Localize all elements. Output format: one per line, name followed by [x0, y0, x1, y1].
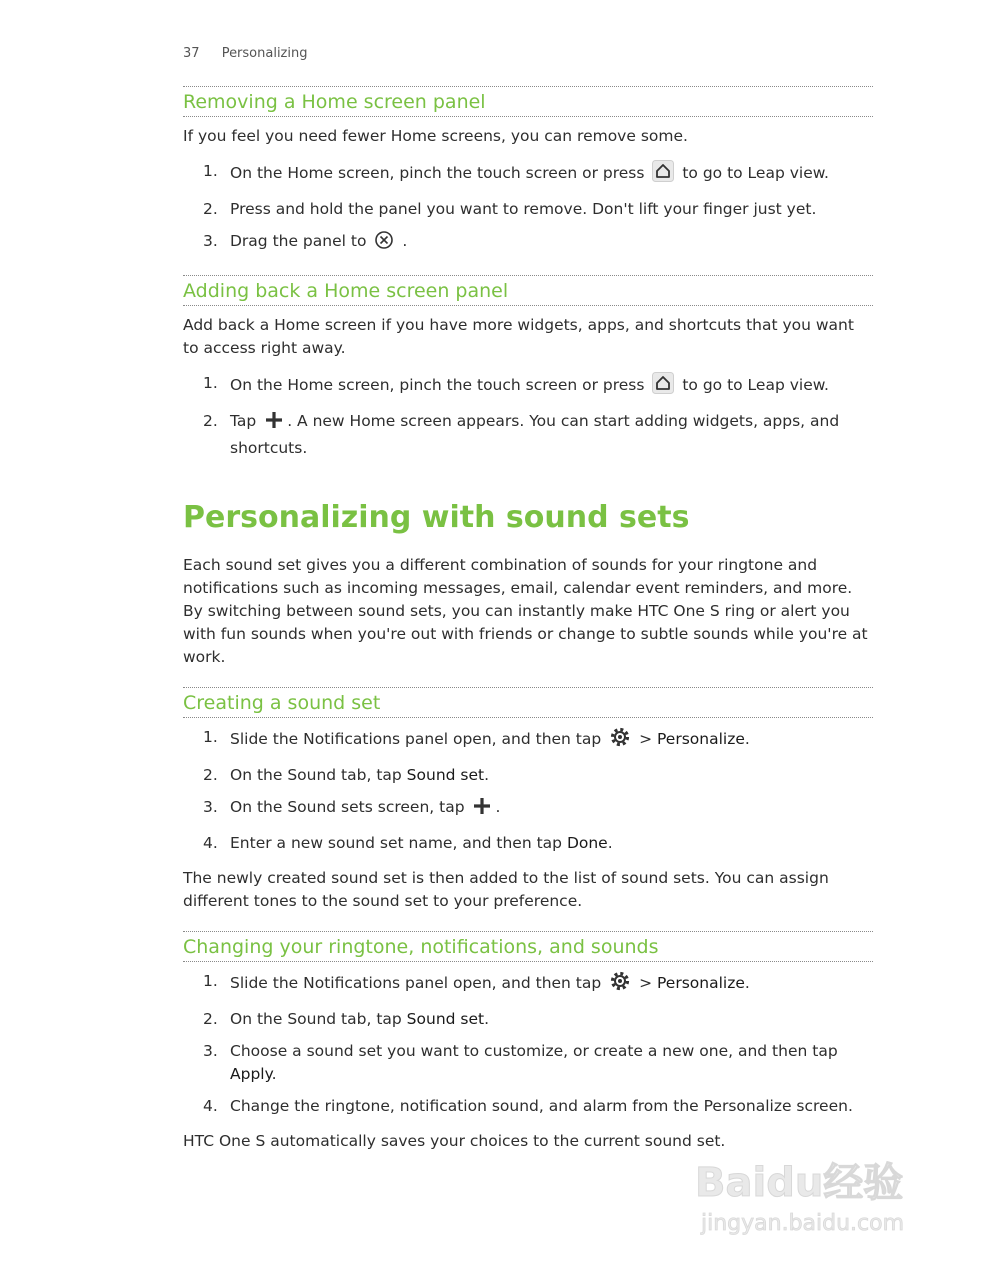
- step-text: to go to Leap view.: [682, 376, 829, 394]
- step-number: 2.: [203, 412, 218, 430]
- settings-gear-icon: [609, 970, 631, 999]
- watermark-url: jingyan.baidu.com: [701, 1211, 905, 1236]
- step-number: 2.: [203, 200, 218, 218]
- step-text: >: [634, 974, 657, 992]
- creating-outro: The newly created sound set is then added to the list of sound sets. You can assign different tones to the sound set to your preference.: [183, 869, 829, 910]
- step-text: On the Sound tab, tap: [230, 766, 407, 784]
- step-number: 1.: [203, 374, 218, 392]
- step-text: Tap: [230, 412, 257, 430]
- watermark-logo-text: Baidu经验: [695, 1160, 904, 1206]
- ui-label: Sound set: [406, 766, 485, 784]
- page-content: [183, 86, 873, 1165]
- settings-gear-icon: [609, 726, 631, 755]
- list-item: [183, 230, 873, 257]
- step-text: On the Home screen, pinch the touch screen or press: [230, 164, 645, 182]
- step-number: 4.: [203, 1097, 218, 1115]
- heading-removing-panel: Removing a Home screen panel: [183, 86, 873, 117]
- step-number: 1.: [203, 728, 218, 746]
- adding-intro: Add back a Home screen if you have more widgets, apps, and shortcuts that you want to access right away.: [183, 316, 854, 357]
- section-name: Personalizing: [221, 46, 308, 61]
- adding-steps: [183, 372, 873, 460]
- step-text: to go to Leap view.: [682, 164, 829, 182]
- step-number: 3.: [203, 232, 218, 250]
- step-text: .: [271, 1065, 277, 1083]
- step-number: 4.: [203, 834, 218, 852]
- sound-sets-intro: Each sound set gives you a different combination of sounds for your ringtone and notifications such as incoming messages, email, calendar event reminders, and more. By switching between sound sets, you can instantly make HTC One S ring or alert you with fun sounds when you're out with friends or change to subtle sounds while you're at work.: [183, 556, 868, 666]
- heading-adding-panel: Adding back a Home screen panel: [183, 275, 873, 306]
- step-number: 3.: [203, 798, 218, 816]
- list-item: [183, 970, 873, 999]
- page-title: Personalizing with sound sets: [183, 500, 690, 535]
- creating-steps: [183, 726, 873, 855]
- list-item: [183, 1008, 873, 1031]
- step-text: On the Home screen, pinch the touch screen or press: [230, 376, 645, 394]
- home-icon: [652, 372, 674, 401]
- step-text: . A new Home screen appears. You can start adding widgets, apps, and shortcuts.: [230, 412, 840, 457]
- step-text: Slide the Notifications panel open, and then tap: [230, 730, 602, 748]
- list-item: [183, 372, 873, 401]
- step-text: .: [495, 798, 501, 816]
- step-text: On the Sound sets screen, tap: [230, 798, 465, 816]
- list-item: [183, 198, 873, 221]
- removing-steps: [183, 160, 873, 257]
- page-header: [183, 46, 308, 61]
- step-number: 1.: [203, 972, 218, 990]
- step-number: 3.: [203, 1042, 218, 1060]
- list-item: [183, 796, 873, 823]
- ui-label: Personalize: [657, 730, 745, 748]
- step-text: Choose a sound set you want to customize, or create a new one, and then tap: [230, 1042, 838, 1060]
- plus-icon: [472, 796, 492, 823]
- step-text: Slide the Notifications panel open, and then tap: [230, 974, 602, 992]
- ui-label: Personalize: [657, 974, 745, 992]
- changing-outro: HTC One S automatically saves your choices to the current sound set.: [183, 1132, 726, 1150]
- ui-label: Sound set: [406, 1010, 485, 1028]
- ui-label: Apply: [230, 1065, 272, 1083]
- list-item: [183, 1040, 873, 1086]
- step-text: .: [744, 974, 750, 992]
- heading-changing-ringtone: Changing your ringtone, notifications, and sounds: [183, 931, 873, 962]
- removing-intro: If you feel you need fewer Home screens, you can remove some.: [183, 127, 688, 145]
- step-number: 1.: [203, 162, 218, 180]
- remove-icon: [374, 230, 394, 257]
- plus-icon: [264, 410, 284, 437]
- baidu-watermark: [689, 1150, 929, 1240]
- list-item: [183, 160, 873, 189]
- step-text: .: [484, 1010, 490, 1028]
- step-text: On the Sound tab, tap: [230, 1010, 407, 1028]
- step-text: Drag the panel to: [230, 232, 367, 250]
- list-item: [183, 726, 873, 755]
- list-item: [183, 1095, 873, 1118]
- step-text: .: [402, 232, 408, 250]
- list-item: [183, 410, 873, 460]
- step-number: 2.: [203, 766, 218, 784]
- step-text: Enter a new sound set name, and then tap: [230, 834, 567, 852]
- step-text: Press and hold the panel you want to remove. Don't lift your finger just yet.: [230, 200, 817, 218]
- step-text: Change the ringtone, notification sound, and alarm from the Personalize screen.: [230, 1097, 853, 1115]
- home-icon: [652, 160, 674, 189]
- step-text: .: [744, 730, 750, 748]
- list-item: [183, 764, 873, 787]
- step-text: .: [607, 834, 613, 852]
- ui-label: Done: [566, 834, 608, 852]
- step-text: .: [484, 766, 490, 784]
- changing-steps: [183, 970, 873, 1118]
- step-text: >: [634, 730, 657, 748]
- heading-creating-sound-set: Creating a sound set: [183, 687, 873, 718]
- page-number: 37: [183, 46, 200, 61]
- step-number: 2.: [203, 1010, 218, 1028]
- list-item: [183, 832, 873, 855]
